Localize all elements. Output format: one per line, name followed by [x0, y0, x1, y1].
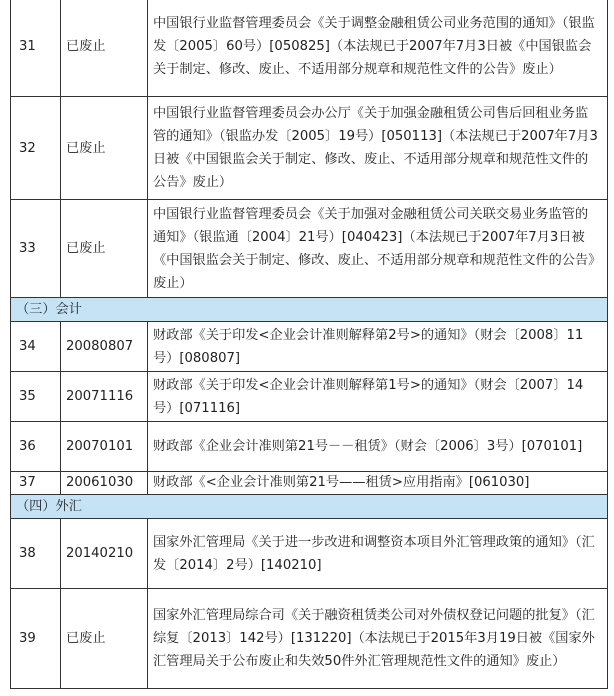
row-status: 已废止	[61, 0, 148, 97]
section-title: （四）外汇	[11, 495, 608, 519]
row-number: 34	[11, 322, 61, 372]
row-status: 已废止	[61, 200, 148, 298]
row-date: 20061030	[61, 472, 148, 495]
section-header-accounting	[11, 298, 608, 322]
row-content: 中国银行业监督管理委员会《关于调整金融租赁公司业务范围的通知》（银监发〔2005〕60号）[050825]（本法规已于2007年7月3日被《中国银监会关于制定、修改、废止、不适用部分规章和规范性文件的公告》废止）	[148, 0, 608, 97]
row-number: 31	[11, 0, 61, 97]
table-row	[11, 472, 608, 495]
regulations-table	[10, 0, 608, 689]
row-date: 20080807	[61, 322, 148, 372]
row-content: 国家外汇管理局《关于进一步改进和调整资本项目外汇管理政策的通知》（汇发〔2014〕2号）[140210]	[148, 519, 608, 589]
row-number: 36	[11, 422, 61, 472]
row-content: 财政部《关于印发<企业会计准则解释第1号>的通知》（财会〔2007〕14号）[071116]	[148, 372, 608, 422]
table-row	[11, 372, 608, 422]
row-content: 中国银行业监督管理委员会《关于加强对金融租赁公司关联交易业务监管的通知》（银监通〔2004〕21号）[040423]（本法规已于2007年7月3日被《中国银监会关于制定、修改、废止、不适用部分规章和规范性文件的公告》废止）	[148, 200, 608, 298]
section-title: （三）会计	[11, 298, 608, 322]
row-number: 33	[11, 200, 61, 298]
row-number: 37	[11, 472, 61, 495]
table-row	[11, 422, 608, 472]
row-content: 国家外汇管理局综合司《关于融资租赁类公司对外债权登记问题的批复》（汇综复〔2013〕142号）[131220]（本法规已于2015年3月19日被《国家外汇管理局关于公布废止和失效50件外汇管理规范性文件的通知》废止）	[148, 589, 608, 689]
section-header-forex	[11, 495, 608, 519]
row-content: 财政部《<企业会计准则第21号——租赁>应用指南》[061030]	[148, 472, 608, 495]
row-content: 中国银行业监督管理委员会办公厅《关于加强金融租赁公司售后回租业务监管的通知》（银监办发〔2005〕19号）[050113]（本法规已于2007年7月3日被《中国银监会关于制定、修改、废止、不适用部分规章和规范性文件的公告》废止）	[148, 97, 608, 200]
row-status: 已废止	[61, 589, 148, 689]
table-row	[11, 519, 608, 589]
row-content: 财政部《关于印发<企业会计准则解释第2号>的通知》（财会〔2008〕11号）[080807]	[148, 322, 608, 372]
table-row	[11, 0, 608, 97]
row-content: 财政部《企业会计准则第21号－－租赁》（财会〔2006〕3号）[070101]	[148, 422, 608, 472]
row-number: 39	[11, 589, 61, 689]
row-date: 20070101	[61, 422, 148, 472]
row-number: 32	[11, 97, 61, 200]
row-date: 20071116	[61, 372, 148, 422]
row-number: 38	[11, 519, 61, 589]
table-row	[11, 589, 608, 689]
row-status: 已废止	[61, 97, 148, 200]
row-date: 20140210	[61, 519, 148, 589]
table-row	[11, 200, 608, 298]
table-row	[11, 322, 608, 372]
row-number: 35	[11, 372, 61, 422]
table-row	[11, 97, 608, 200]
